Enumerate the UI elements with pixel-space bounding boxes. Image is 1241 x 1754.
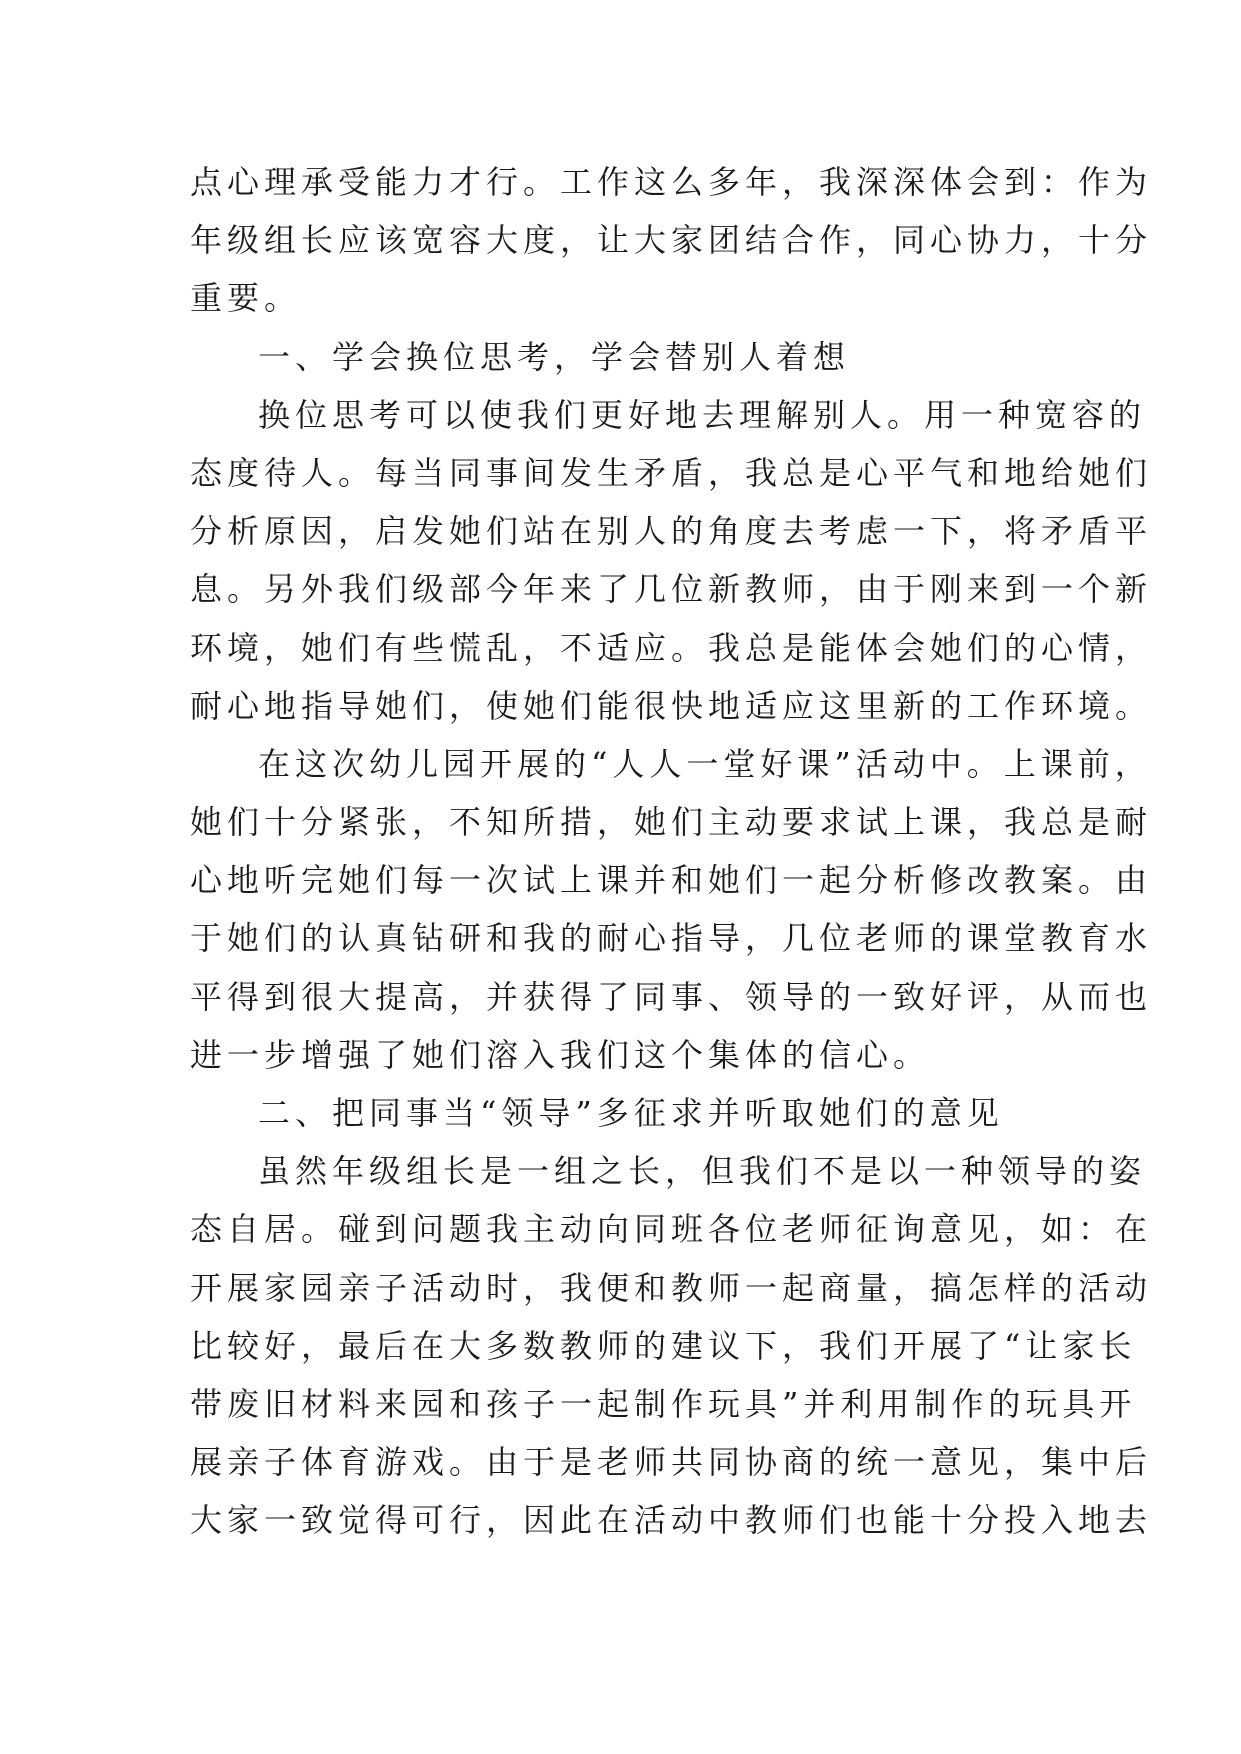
text-line: 在这次幼儿园开展的“人人一堂好课”活动中。上课前， [258,744,1152,783]
body-text [190,153,1153,1550]
section-heading-1: 一、学会换位思考，学会替别人着想 [258,337,851,376]
text-line: 心地听完她们每一次试上课并和她们一起分析修改教案。由 [190,861,1153,900]
text-line: 环境，她们有些慌乱，不适应。我总是能体会她们的心情， [190,628,1153,667]
text-line: 平得到很大提高，并获得了同事、领导的一致好评，从而也 [190,977,1153,1016]
text-line: 带废旧材料来园和孩子一起制作玩具”并利用制作的玩具开 [190,1384,1137,1423]
text-line: 换位思考可以使我们更好地去理解别人。用一种宽容的 [258,395,1147,434]
text-line: 重要。 [190,279,302,318]
text-line: 虽然年级组长是一组之长，但我们不是以一种领导的姿 [258,1152,1147,1191]
text-line: 态自居。碰到问题我主动向同班各位老师征询意见，如：在 [190,1210,1153,1249]
section-heading-2: 二、把同事当“领导”多征求并听取她们的意见 [258,1094,1004,1132]
text-line: 展亲子体育游戏。由于是老师共同协商的统一意见，集中后 [190,1443,1153,1482]
text-line: 大家一致觉得可行，因此在活动中教师们也能十分投入地去 [190,1501,1153,1540]
text-line: 开展家园亲子活动时，我便和教师一起商量，搞怎样的活动 [190,1268,1153,1307]
text-line: 比较好，最后在大多数教师的建议下，我们开展了“让家长 [190,1326,1137,1365]
text-line: 于她们的认真钻研和我的耐心指导，几位老师的课堂教育水 [190,919,1153,958]
text-line: 息。另外我们级部今年来了几位新教师，由于刚来到一个新 [190,570,1153,609]
text-line: 进一步增强了她们溶入我们这个集体的信心。 [190,1035,931,1074]
text-line: 态度待人。每当同事间发生矛盾，我总是心平气和地给她们 [190,453,1153,492]
text-line: 分析原因，启发她们站在别人的角度去考虑一下，将矛盾平 [190,512,1153,551]
text-line: 耐心地指导她们，使她们能很快地适应这里新的工作环境。 [190,686,1153,725]
text-line: 年级组长应该宽容大度，让大家团结合作，同心协力，十分 [190,221,1153,260]
text-line: 点心理承受能力才行。工作这么多年，我深深体会到：作为 [190,163,1153,201]
text-line: 她们十分紧张，不知所措，她们主动要求试上课，我总是耐 [190,803,1153,842]
